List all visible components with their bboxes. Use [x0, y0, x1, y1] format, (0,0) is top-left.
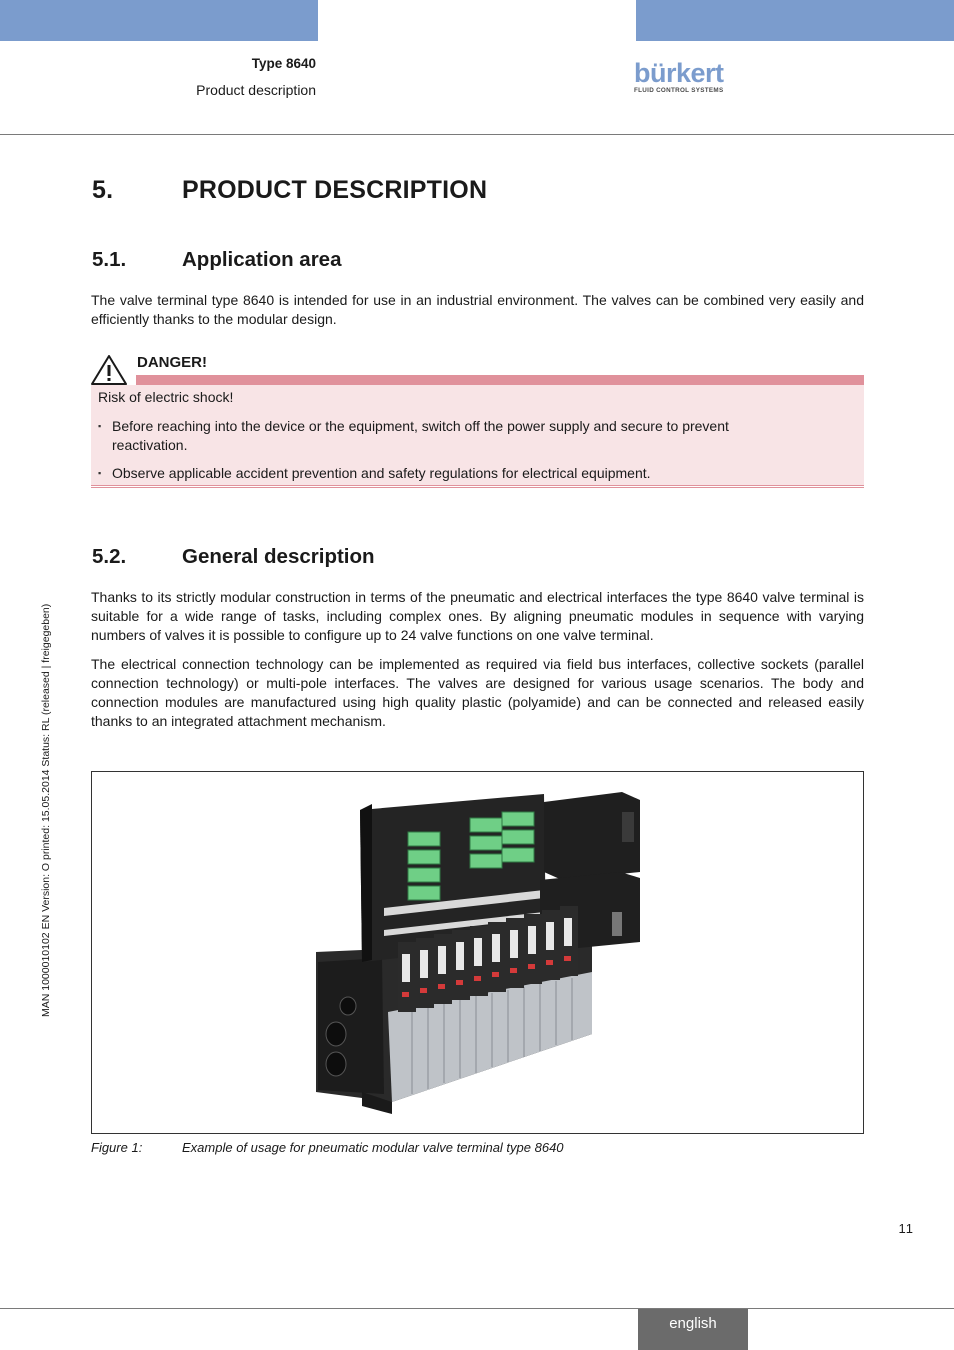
danger-bar	[136, 375, 864, 385]
language-tab: english	[638, 1309, 748, 1350]
header-section: Product description	[196, 82, 316, 98]
figure-label: Figure 1:	[91, 1140, 143, 1155]
header-bar-left	[0, 0, 318, 41]
danger-title: Risk of electric shock!	[98, 389, 234, 405]
figure-caption-text: Example of usage for pneumatic modular valve terminal type 8640	[182, 1140, 564, 1155]
general-description-paragraph: The electrical connection technology can be implemented as required via field bus interfaces, collective sockets (parallel connection technology) or multi-pole interfaces. The valves are designed for various usage scenarios. The body and connection modules are manufactured using high quality plastic (polyamide) and can be connected and released easily thanks to an integrated attachment mechanism.	[91, 656, 864, 729]
section-number: 5.1.	[92, 248, 127, 271]
section-title: General description	[182, 545, 375, 568]
header-doc-type: Type 8640	[251, 56, 316, 71]
section-heading-application-area	[92, 248, 342, 272]
figure-caption	[91, 1140, 564, 1155]
danger-list	[98, 417, 798, 492]
burkert-logo	[634, 58, 734, 96]
danger-bottom-rule	[91, 487, 864, 488]
section-number: 5.2.	[92, 545, 127, 568]
valve-terminal-illustration	[92, 772, 863, 1133]
list-item: ▪ Before reaching into the device or the equipment, switch off the power supply and secure to prevent reactivation.	[98, 417, 798, 455]
section-title: Application area	[182, 248, 342, 271]
chapter-heading	[92, 176, 487, 205]
header-divider	[0, 134, 954, 135]
figure-frame	[91, 771, 864, 1134]
application-area-text: The valve terminal type 8640 is intended for use in an industrial environment. The valves can be combined very easily and efficiently thanks to the modular design.	[91, 292, 864, 327]
header-bar-right	[636, 0, 954, 41]
chapter-title: PRODUCT DESCRIPTION	[182, 176, 488, 204]
section-heading-general-description	[92, 545, 375, 569]
logo-tagline: FLUID CONTROL SYSTEMS	[634, 87, 724, 94]
warning-triangle-icon	[90, 354, 128, 386]
list-item: ▪ Observe applicable accident prevention and safety regulations for electrical equipment.	[98, 464, 798, 483]
danger-notice	[91, 385, 864, 486]
logo-brand: bürkert	[634, 58, 724, 88]
danger-label: DANGER!	[137, 354, 207, 371]
general-description-paragraph: Thanks to its strictly modular construction in terms of the pneumatic and electrical interfaces the type 8640 valve terminal is suitable for a wide range of tasks, including complex ones. By aligning pneumatic modules in sequence with varying numbers of valves it is possible to configure up to 24 valve functions on one valve terminal.	[91, 589, 864, 643]
side-margin-info: MAN 1000010102 EN Version: O printed: 15.05.2014 Status: RL (released | freigegeben)	[40, 603, 52, 1017]
page-number: 11	[898, 1221, 914, 1236]
footer-divider	[0, 1308, 954, 1309]
chapter-number: 5.	[92, 176, 114, 204]
